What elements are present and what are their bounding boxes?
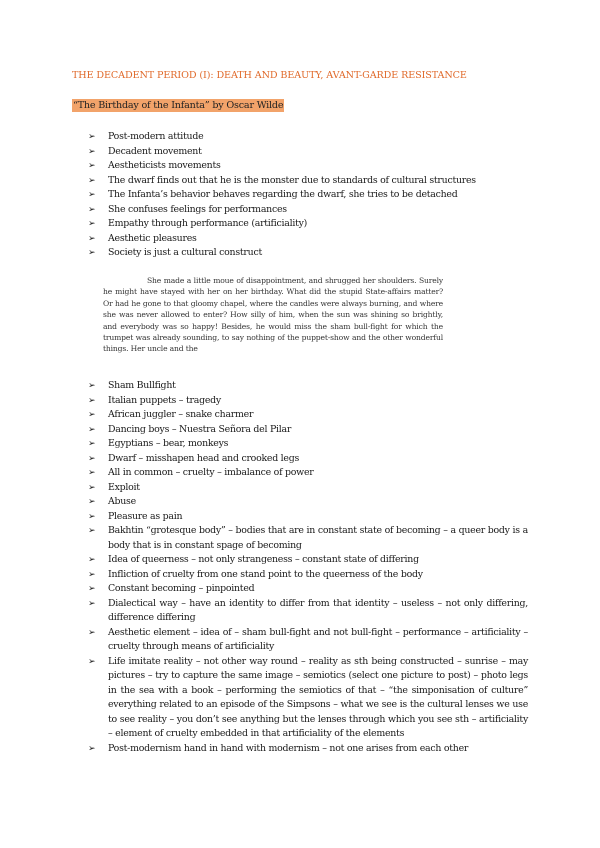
bullet-list-notes xyxy=(88,379,528,756)
arrow-bullet-icon: ➢ xyxy=(88,743,96,754)
arrow-bullet-icon: ➢ xyxy=(88,395,96,406)
list-item-text: Exploit xyxy=(108,481,140,493)
list-item-text: All in common – cruelty – imbalance of power xyxy=(108,467,314,478)
arrow-bullet-icon: ➢ xyxy=(88,656,96,667)
list-item xyxy=(88,742,528,757)
list-item-text: Aesthetic pleasures xyxy=(108,232,197,244)
list-item xyxy=(88,495,528,510)
list-item xyxy=(88,379,528,394)
section-heading: THE DECADENT PERIOD (I): DEATH AND BEAUTY, AVANT-GARDE RESISTANCE xyxy=(72,70,467,81)
list-item xyxy=(88,174,528,189)
list-item-text: Italian puppets – tragedy xyxy=(108,394,221,406)
list-item-text: Pleasure as pain xyxy=(108,510,183,522)
list-item-text: The dwarf finds out that he is the monster due to standards of cultural structures xyxy=(108,174,476,186)
list-item-text: African juggler – snake charmer xyxy=(108,409,254,420)
list-item-text: Society is just a cultural construct xyxy=(108,247,262,258)
list-item-text: Dialectical way – have an identity to differ from that identity – useless – not only differing, difference differing xyxy=(108,597,528,623)
arrow-bullet-icon: ➢ xyxy=(88,555,96,565)
list-item xyxy=(88,246,528,261)
arrow-bullet-icon: ➢ xyxy=(88,175,96,186)
list-item xyxy=(88,408,528,423)
list-item xyxy=(88,481,528,496)
arrow-bullet-icon: ➢ xyxy=(88,439,96,449)
arrow-bullet-icon: ➢ xyxy=(88,482,96,493)
list-item xyxy=(88,437,528,452)
list-item xyxy=(88,130,528,145)
arrow-bullet-icon: ➢ xyxy=(88,424,96,435)
list-item-text: Aesthetic element – idea of – sham bull-fight and not bull-fight – performance – artificiality – cruelty through means of artificiality xyxy=(108,626,528,652)
work-title-highlight: “The Birthday of the Infanta” by Oscar Wilde xyxy=(73,100,284,111)
arrow-bullet-icon: ➢ xyxy=(88,190,96,200)
list-item xyxy=(88,159,528,174)
bullet-list-themes xyxy=(88,130,528,261)
list-item xyxy=(88,394,528,409)
arrow-bullet-icon: ➢ xyxy=(88,132,96,142)
list-item-text: Sham Bullfight xyxy=(108,380,176,391)
list-item xyxy=(88,655,528,742)
list-item-text: Dwarf – misshapen head and crooked legs xyxy=(108,452,300,464)
list-item xyxy=(88,524,528,553)
arrow-bullet-icon: ➢ xyxy=(88,598,96,609)
list-item xyxy=(88,188,528,203)
list-item xyxy=(88,510,528,525)
list-item-text: Post-modern attitude xyxy=(108,131,204,142)
quoted-excerpt: She made a little moue of disappointment, and shrugged her shoulders. Surely he might have stayed with her on her birthday. What did the stupid State-affairs matter? Or had he gone to that gloomy chapel, where the candles were always burning, and where she was never allowed to enter? How silly of him, when the sun was shining so brightly, and everybody was so happy! Besides, he would miss the sham bull-fight for which the trumpet was already sounding, to say nothing of the puppet-show and the other wonderful things. Her uncle and the xyxy=(103,276,443,354)
arrow-bullet-icon: ➢ xyxy=(88,497,96,507)
arrow-bullet-icon: ➢ xyxy=(88,627,96,638)
list-item xyxy=(88,626,528,655)
arrow-bullet-icon: ➢ xyxy=(88,233,96,244)
arrow-bullet-icon: ➢ xyxy=(88,161,96,171)
arrow-bullet-icon: ➢ xyxy=(88,468,96,478)
list-item-text: Infliction of cruelty from one stand point to the queerness of the body xyxy=(108,568,423,580)
list-item xyxy=(88,232,528,247)
list-item xyxy=(88,466,528,481)
list-item-text: Abuse xyxy=(108,496,136,507)
list-item xyxy=(88,423,528,438)
list-item xyxy=(88,582,528,597)
list-item-text: Idea of queerness – not only strangeness – constant state of differing xyxy=(108,554,419,565)
arrow-bullet-icon: ➢ xyxy=(88,569,96,580)
arrow-bullet-icon: ➢ xyxy=(88,410,96,420)
arrow-bullet-icon: ➢ xyxy=(88,219,96,229)
arrow-bullet-icon: ➢ xyxy=(88,248,96,258)
list-item-text: Post-modernism hand in hand with modernism – not one arises from each other xyxy=(108,742,469,754)
list-item-text: Decadent movement xyxy=(108,145,202,157)
arrow-bullet-icon: ➢ xyxy=(88,584,96,594)
list-item xyxy=(88,568,528,583)
list-item xyxy=(88,203,528,218)
list-item-text: The Infanta’s behavior behaves regarding the dwarf, she tries to be detached xyxy=(108,189,458,200)
list-item xyxy=(88,553,528,568)
arrow-bullet-icon: ➢ xyxy=(88,511,96,522)
list-item-text: She confuses feelings for performances xyxy=(108,203,287,215)
arrow-bullet-icon: ➢ xyxy=(88,204,96,215)
list-item xyxy=(88,597,528,626)
list-item-text: Aestheticists movements xyxy=(108,160,221,171)
arrow-bullet-icon: ➢ xyxy=(88,453,96,464)
list-item xyxy=(88,145,528,160)
list-item xyxy=(88,217,528,232)
arrow-bullet-icon: ➢ xyxy=(88,526,96,536)
list-item-text: Dancing boys – Nuestra Señora del Pilar xyxy=(108,423,292,435)
list-item-text: Constant becoming – pinpointed xyxy=(108,583,255,594)
list-item-text: Empathy through performance (artificiality) xyxy=(108,218,308,229)
arrow-bullet-icon: ➢ xyxy=(88,381,96,391)
arrow-bullet-icon: ➢ xyxy=(88,146,96,157)
list-item-text: Bakhtin “grotesque body” – bodies that are in constant state of becoming – a queer body is a body that is in constant spage of becoming xyxy=(108,525,528,551)
list-item xyxy=(88,452,528,467)
list-item-text: Life imitate reality – not other way round – reality as sth being constructed – sunrise – may pictures – try to capture the same image – semiotics (select one picture to post) – photo legs in the sea with a book – performing the semiotics of that – “the simponisation of culture” everything related to an episode of the Simpsons – what we see is the cultural lenses we use to see reality – you don’t see anything but the lenses through which you see sth – artificiality – element of cruelty embedded in that artificiality of the elements xyxy=(108,655,528,739)
list-item-text: Egyptians – bear, monkeys xyxy=(108,438,229,449)
